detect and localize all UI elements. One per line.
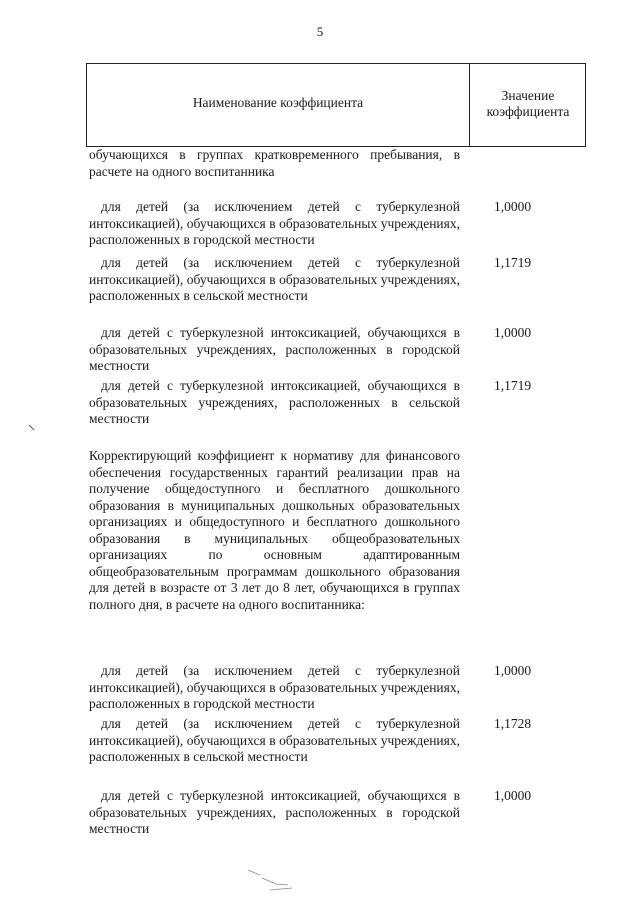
table-row-value: 1,1719 bbox=[494, 255, 532, 270]
table-row-text: для детей с туберкулезной интоксикацией, обучающихся в образовательных учреждениях, расположенных в городской местности bbox=[89, 788, 460, 836]
table-row-value: 1,0000 bbox=[494, 199, 532, 214]
scan-speck bbox=[28, 424, 36, 432]
table-row-value: 1,1719 bbox=[494, 378, 532, 393]
header-name-label: Наименование коэффициента bbox=[192, 95, 364, 110]
table-row-value: 1,0000 bbox=[494, 663, 532, 678]
page-number: 5 bbox=[316, 24, 324, 39]
table-row-text: для детей (за исключением детей с туберкулезной интоксикацией), обучающихся в образовательных учреждениях, расположенных в городской местности bbox=[89, 663, 460, 711]
table-row-text: для детей с туберкулезной интоксикацией, обучающихся в образовательных учреждениях, расположенных в городской местности bbox=[89, 325, 460, 373]
scan-smudge bbox=[246, 866, 306, 896]
table-row-text: для детей (за исключением детей с туберкулезной интоксикацией), обучающихся в образовательных учреждениях, расположенных в городской местности bbox=[89, 199, 460, 247]
table-row-text: для детей (за исключением детей с туберкулезной интоксикацией), обучающихся в образовательных учреждениях, расположенных в сельской местности bbox=[89, 255, 460, 303]
table-row-value: 1,0000 bbox=[494, 788, 532, 803]
header-value-label-line2: коэффициента bbox=[486, 104, 570, 119]
header-value-label-line1: Значение bbox=[501, 88, 555, 103]
table-row-value: 1,1728 bbox=[494, 716, 532, 731]
table-row-text: обучающихся в группах кратковременного пребывания, в расчете на одного воспитанника bbox=[89, 147, 460, 179]
table-header bbox=[86, 63, 586, 147]
header-value-label bbox=[470, 88, 586, 120]
table-row-text: для детей (за исключением детей с туберкулезной интоксикацией), обучающихся в образовательных учреждениях, расположенных в сельской местности bbox=[89, 716, 460, 764]
table-row-text: для детей с туберкулезной интоксикацией, обучающихся в образовательных учреждениях, расположенных в сельской местности bbox=[89, 378, 460, 426]
table-row-value: 1,0000 bbox=[494, 325, 532, 340]
table-row-text: Корректирующий коэффициент к нормативу для финансового обеспечения государственных гарантий реализации прав на получение общедоступного и бесплатного дошкольного образования в муниципальных дошкольных образовательных организациях и общедоступного и бесплатного дошкольного образования в муниципальных общеобразовательных организациях по основным адаптированным общеобразовательным программам дошкольного образования для детей в возрасте от 3 лет до 8 лет, обучающихся в группах полного дня, в расчете на одного воспитанника: bbox=[89, 448, 460, 612]
